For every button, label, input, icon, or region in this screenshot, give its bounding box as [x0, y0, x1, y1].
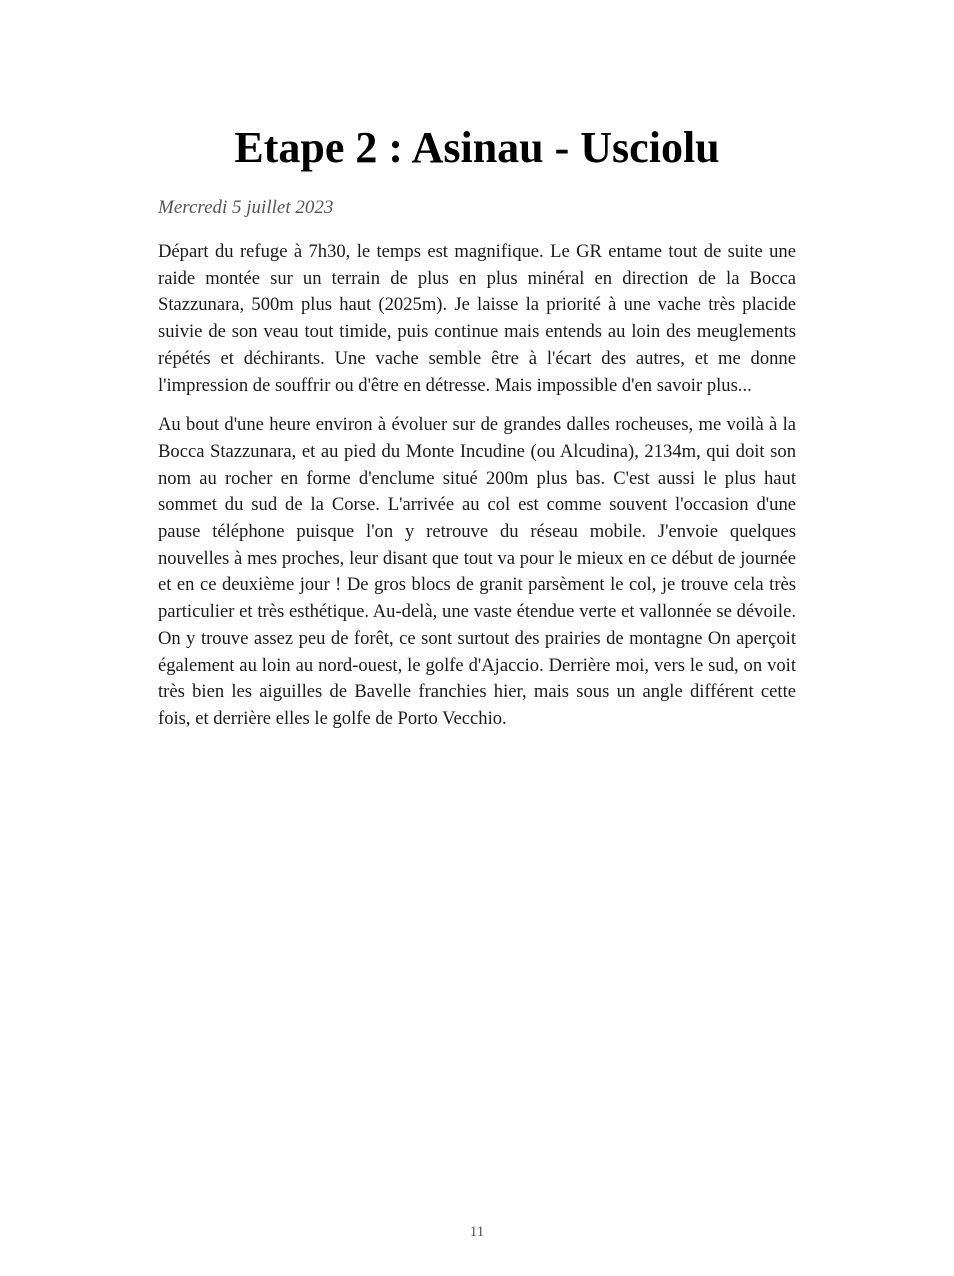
entry-date: Mercredi 5 juillet 2023 — [158, 197, 334, 218]
body-text — [158, 239, 796, 746]
paragraph-1: Départ du refuge à 7h30, le temps est magnifique. Le GR entame tout de suite une raide montée sur un terrain de plus en plus minéral en direction de la Bocca Stazzunara, 500m plus haut (2025m). Je laisse la priorité à une vache très placide suivie de son veau tout timide, puis continue mais entends au loin des meuglements répétés et déchirants. Une vache semble être à l'écart des autres, et me donne l'impression de souffrir ou d'être en détresse. Mais impossible d'en savoir plus... — [158, 241, 796, 396]
page-number: 11 — [469, 1224, 485, 1240]
paragraph-2: Au bout d'une heure environ à évoluer sur de grandes dalles rocheuses, me voilà à la Bocca Stazzunara, et au pied du Monte Incudine (ou Alcudina), 2134m, qui doit son nom au rocher en forme d'enclume situé 200m plus bas. C'est aussi le plus haut sommet du sud de la Corse. L'arrivée au col est comme souvent l'occasion d'une pause téléphone puisque l'on y retrouve du réseau mobile. J'envoie quelques nouvelles à mes proches, leur disant que tout va pour le mieux en ce début de journée et en ce deuxième jour ! De gros blocs de granit parsèment le col, je trouve cela très particulier et très esthétique. Au-delà, une vaste étendue verte et vallonnée se dévoile. On y trouve assez peu de forêt, ce sont surtout des prairies de montagne On aperçoit également au loin au nord-ouest, le golfe d'Ajaccio. Derrière moi, vers le sud, on voit très bien les aiguilles de Bavelle franchies hier, mais sous un angle différent cette fois, et derrière elles le golfe de Porto Vecchio. — [158, 414, 796, 729]
page-title: Etape 2 : Asinau - Usciolu — [234, 123, 720, 172]
